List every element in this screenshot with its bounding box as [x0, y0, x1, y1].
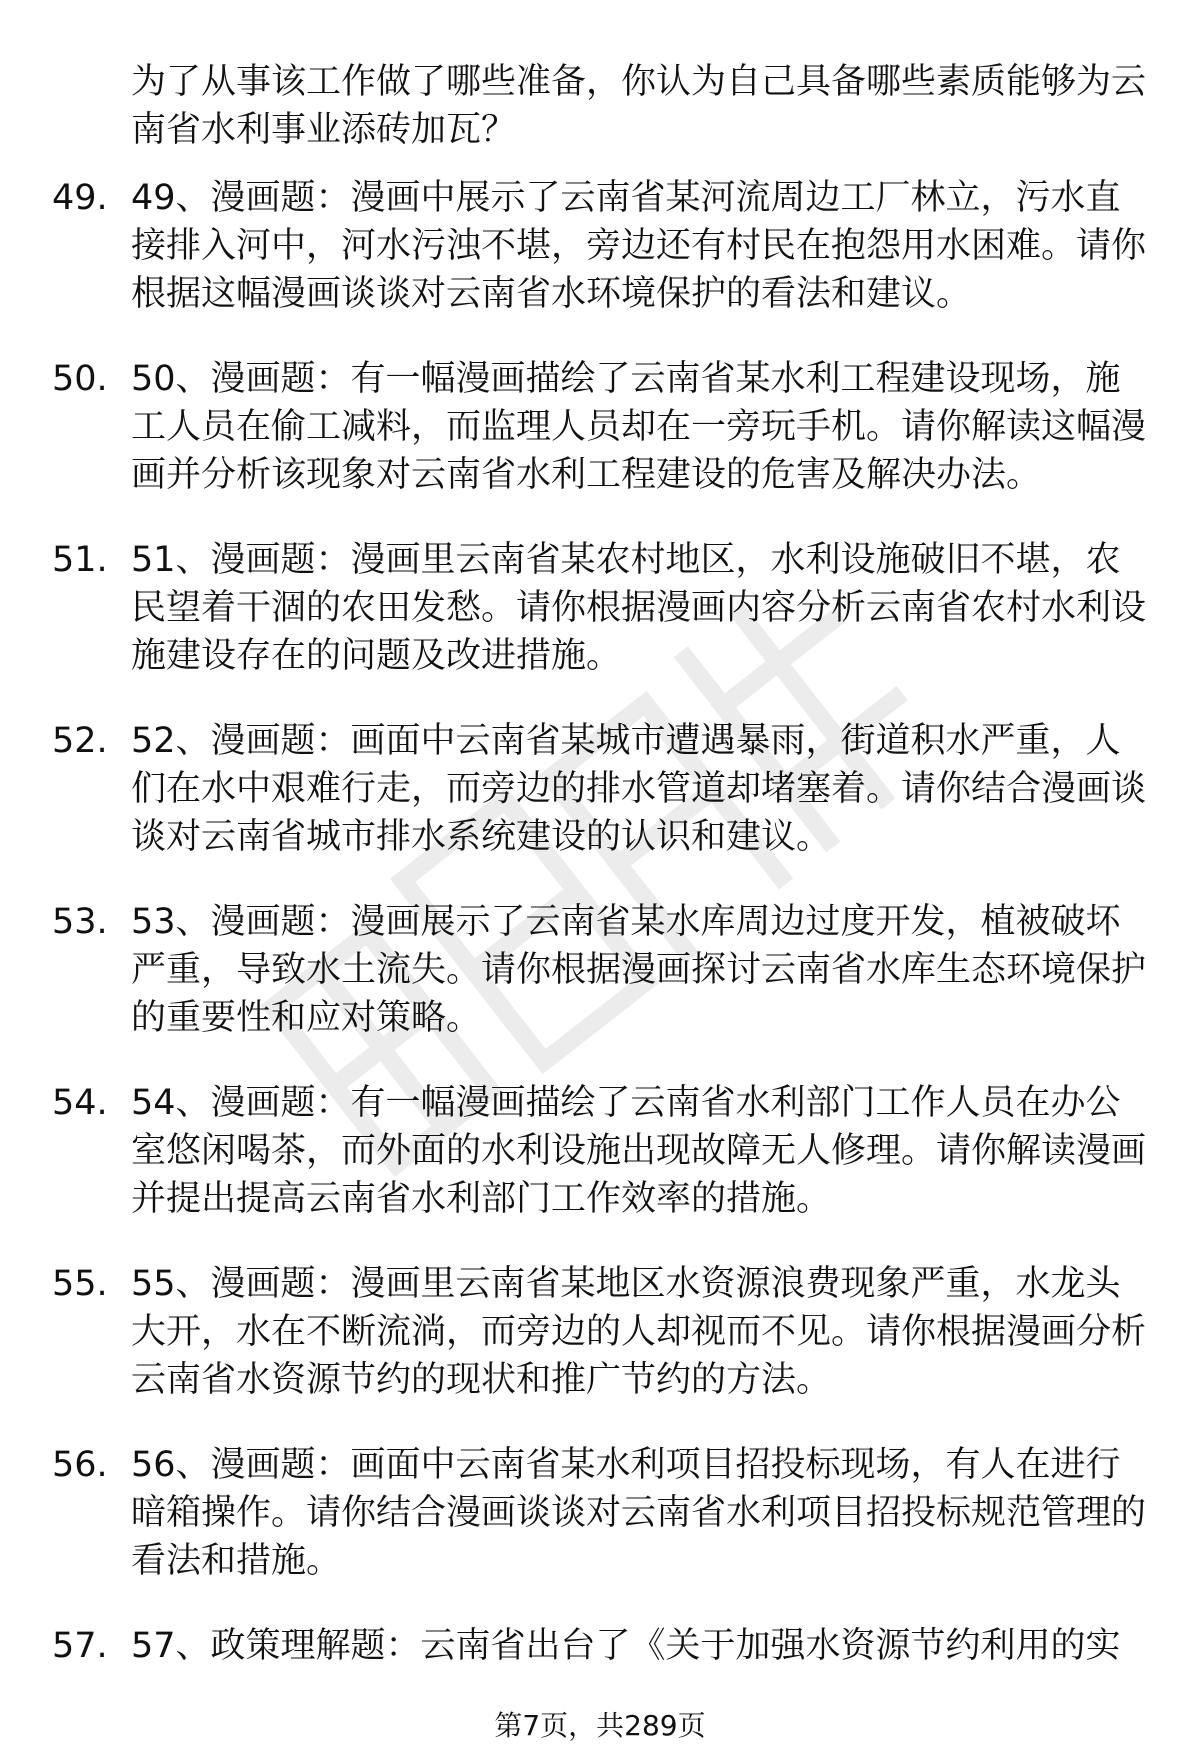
question-text: 55、漫画题：漫画里云南省某地区水资源浪费现象严重，水龙头大开，水在不断流淌，而旁边的人却视而不见。请你根据漫画分析云南省水资源节约的现状和推广节约的方法。: [131, 1264, 1147, 1400]
page-footer: 第7页，共289页: [494, 1709, 706, 1742]
question-text: 57、政策理解题：云南省出台了《关于加强水资源节约利用的实: [131, 1626, 1121, 1666]
question-list: [0, 174, 1200, 1682]
list-item: [0, 536, 1200, 717]
list-item: [0, 174, 1200, 355]
question-number: 55.: [52, 1264, 108, 1304]
question-text: 54、漫画题：有一幅漫画描绘了云南省水利部门工作人员在办公室悠闲喝茶，而外面的水利设施出现故障无人修理。请你解读漫画并提出提高云南省水利部门工作效率的措施。: [131, 1083, 1147, 1219]
question-text: 49、漫画题：漫画中展示了云南省某河流周边工厂林立，污水直接排入河中，河水污浊不堪，旁边还有村民在抱怨用水困难。请你根据这幅漫画谈谈对云南省水环境保护的看法和建议。: [131, 178, 1147, 314]
list-item: [0, 1079, 1200, 1260]
list-item: [0, 717, 1200, 898]
question-number: 53.: [52, 902, 108, 942]
question-number: 56.: [52, 1445, 108, 1485]
list-item: [0, 355, 1200, 536]
question-number: 57.: [52, 1626, 108, 1666]
question-text: 51、漫画题：漫画里云南省某农村地区，水利设施破旧不堪，农民望着干涸的农田发愁。请你根据漫画内容分析云南省农村水利设施建设存在的问题及改进措施。: [131, 540, 1147, 676]
question-text: 52、漫画题：画面中云南省某城市遭遇暴雨，街道积水严重，人们在水中艰难行走，而旁边的排水管道却堵塞着。请你结合漫画谈谈对云南省城市排水系统建设的认识和建议。: [131, 721, 1147, 857]
list-item: [0, 898, 1200, 1079]
question-number: 51.: [52, 540, 108, 580]
question-text: 56、漫画题：画面中云南省某水利项目招投标现场，有人在进行暗箱操作。请你结合漫画谈谈对云南省水利项目招投标规范管理的看法和措施。: [131, 1445, 1147, 1581]
question-text: 53、漫画题：漫画展示了云南省某水库周边过度开发，植被破坏严重，导致水土流失。请你根据漫画探讨云南省水库生态环境保护的重要性和应对策略。: [131, 902, 1147, 1038]
question-text: 50、漫画题：有一幅漫画描绘了云南省某水利工程建设现场，施工人员在偷工减料，而监理人员却在一旁玩手机。请你解读这幅漫画并分析该现象对云南省水利工程建设的危害及解决办法。: [131, 359, 1147, 495]
continuation-text: 为了从事该工作做了哪些准备，你认为自己具备哪些素质能够为云南省水利事业添砖加瓦？: [131, 62, 1147, 150]
question-number: 49.: [52, 178, 108, 218]
list-item: [0, 1260, 1200, 1441]
list-item: [0, 1622, 1200, 1682]
question-number: 54.: [52, 1083, 108, 1123]
list-item: [0, 1441, 1200, 1622]
question-number: 52.: [52, 721, 108, 761]
question-number: 50.: [52, 359, 108, 399]
